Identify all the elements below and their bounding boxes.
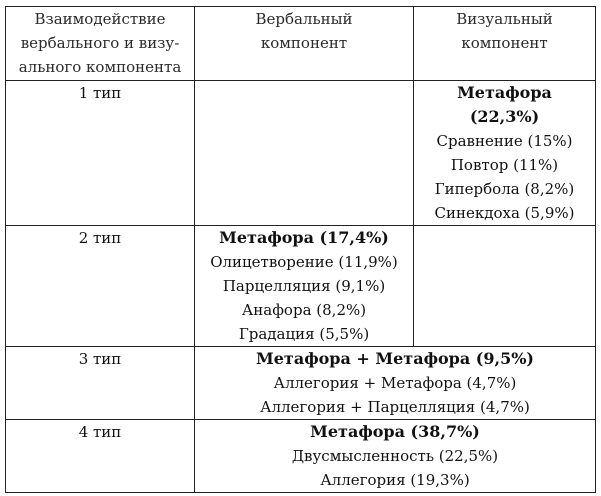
list-item: Двусмысленность (22,5%) xyxy=(291,447,499,465)
verbal-cell xyxy=(195,81,414,226)
list-item: Гипербола (8,2%) xyxy=(434,180,575,198)
list-item: Анафора (8,2%) xyxy=(241,301,367,319)
table-row xyxy=(6,226,596,347)
type-label: 3 тип xyxy=(6,347,195,420)
type-label: 2 тип xyxy=(6,226,195,347)
list-item: Градация (5,5%) xyxy=(238,325,370,343)
header-verbal-line: Вербальный xyxy=(255,10,353,28)
main-device: Метафора + Метафора (9,5%) xyxy=(256,349,534,368)
classification-table xyxy=(5,6,596,493)
main-device: Метафора (38,7%) xyxy=(310,422,480,441)
table-row xyxy=(6,81,596,226)
header-interaction-line: ального компонента xyxy=(18,58,182,76)
header-verbal xyxy=(195,7,414,81)
list-item: Сравнение (15%) xyxy=(436,132,573,150)
header-visual xyxy=(414,7,596,81)
header-verbal-line: компонент xyxy=(260,34,348,52)
list-item: Повтор (11%) xyxy=(450,156,559,174)
list-item: Аллегория (19,3%) xyxy=(320,471,470,489)
list-item: Олицетворение (11,9%) xyxy=(210,253,398,271)
header-visual-line: Визуальный xyxy=(456,10,553,28)
list-item: Синекдоха (5,9%) xyxy=(434,204,575,222)
header-interaction-line: вербального и визу- xyxy=(20,34,180,52)
header-interaction xyxy=(6,7,195,81)
table-row xyxy=(6,347,596,420)
table-row xyxy=(6,420,596,493)
visual-cell xyxy=(414,226,596,347)
table-header-row xyxy=(6,7,596,81)
type-label: 1 тип xyxy=(6,81,195,226)
combined-cell xyxy=(195,420,596,493)
visual-cell xyxy=(414,81,596,226)
header-interaction-line: Взаимодействие xyxy=(34,10,166,28)
type-label: 4 тип xyxy=(6,420,195,493)
main-device: Метафора (17,4%) xyxy=(219,228,389,247)
main-device-share: (22,3%) xyxy=(469,107,540,126)
header-visual-line: компонент xyxy=(461,34,548,52)
list-item: Аллегория + Парцелляция (4,7%) xyxy=(260,398,530,416)
combined-cell xyxy=(195,347,596,420)
verbal-cell xyxy=(195,226,414,347)
main-device: Метафора xyxy=(457,83,552,102)
list-item: Аллегория + Метафора (4,7%) xyxy=(273,374,517,392)
list-item: Парцелляция (9,1%) xyxy=(222,277,386,295)
